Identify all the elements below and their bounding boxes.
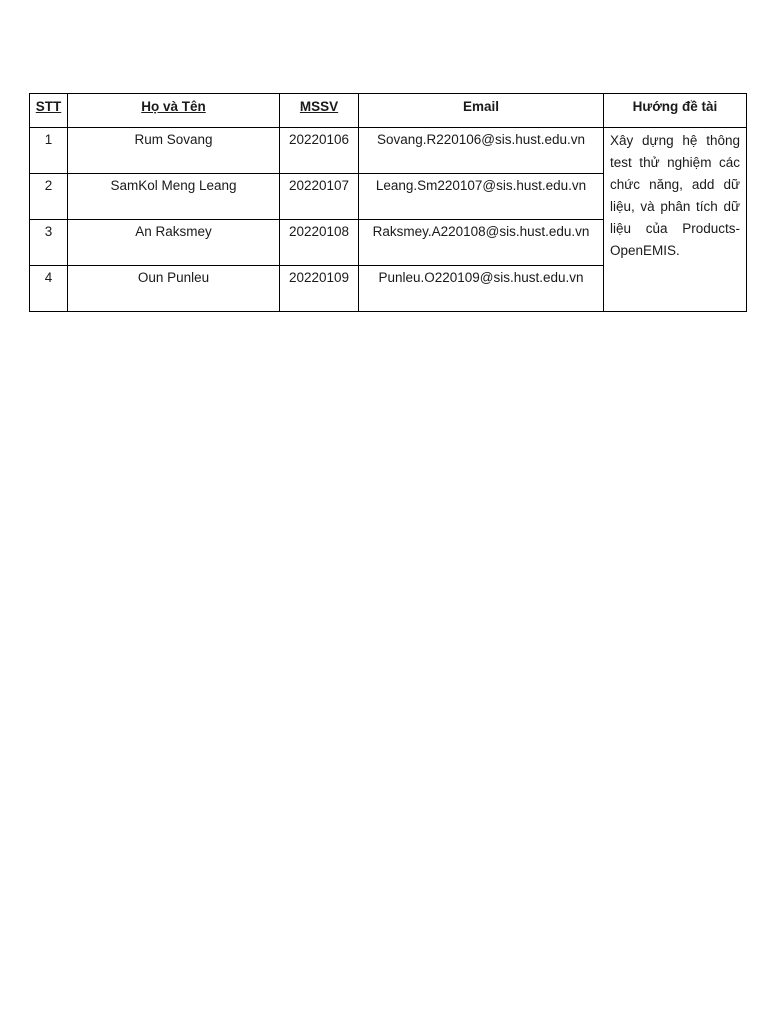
cell-mssv: 20220107 [280, 174, 359, 220]
cell-stt: 3 [30, 220, 68, 266]
header-topic [604, 94, 747, 128]
table-header [30, 94, 747, 128]
cell-email: Sovang.R220106@sis.hust.edu.vn [359, 128, 604, 174]
header-stt [30, 94, 68, 128]
cell-mssv: 20220108 [280, 220, 359, 266]
header-name-label: Họ và Tên [141, 99, 206, 114]
header-email-label: Email [462, 99, 500, 114]
cell-name: Oun Punleu [68, 266, 280, 312]
header-row [30, 94, 747, 128]
cell-name: An Raksmey [68, 220, 280, 266]
table-body [30, 128, 747, 312]
cell-stt: 4 [30, 266, 68, 312]
header-email [359, 94, 604, 128]
header-name [68, 94, 280, 128]
cell-email: Punleu.O220109@sis.hust.edu.vn [359, 266, 604, 312]
cell-name: Rum Sovang [68, 128, 280, 174]
header-mssv [280, 94, 359, 128]
header-mssv-label: MSSV [299, 99, 339, 114]
cell-stt: 2 [30, 174, 68, 220]
header-topic-label: Hướng đề tài [632, 99, 718, 114]
cell-email: Raksmey.A220108@sis.hust.edu.vn [359, 220, 604, 266]
header-stt-label: STT [35, 99, 62, 114]
cell-email: Leang.Sm220107@sis.hust.edu.vn [359, 174, 604, 220]
cell-stt: 1 [30, 128, 68, 174]
student-table [29, 93, 747, 312]
cell-mssv: 20220109 [280, 266, 359, 312]
cell-topic: Xây dựng hệ thông test thử nghiệm các chức năng, add dữ liệu, và phân tích dữ liệu của Products-OpenEMIS. [604, 128, 747, 312]
table-row [30, 128, 747, 174]
cell-name: SamKol Meng Leang [68, 174, 280, 220]
cell-mssv: 20220106 [280, 128, 359, 174]
